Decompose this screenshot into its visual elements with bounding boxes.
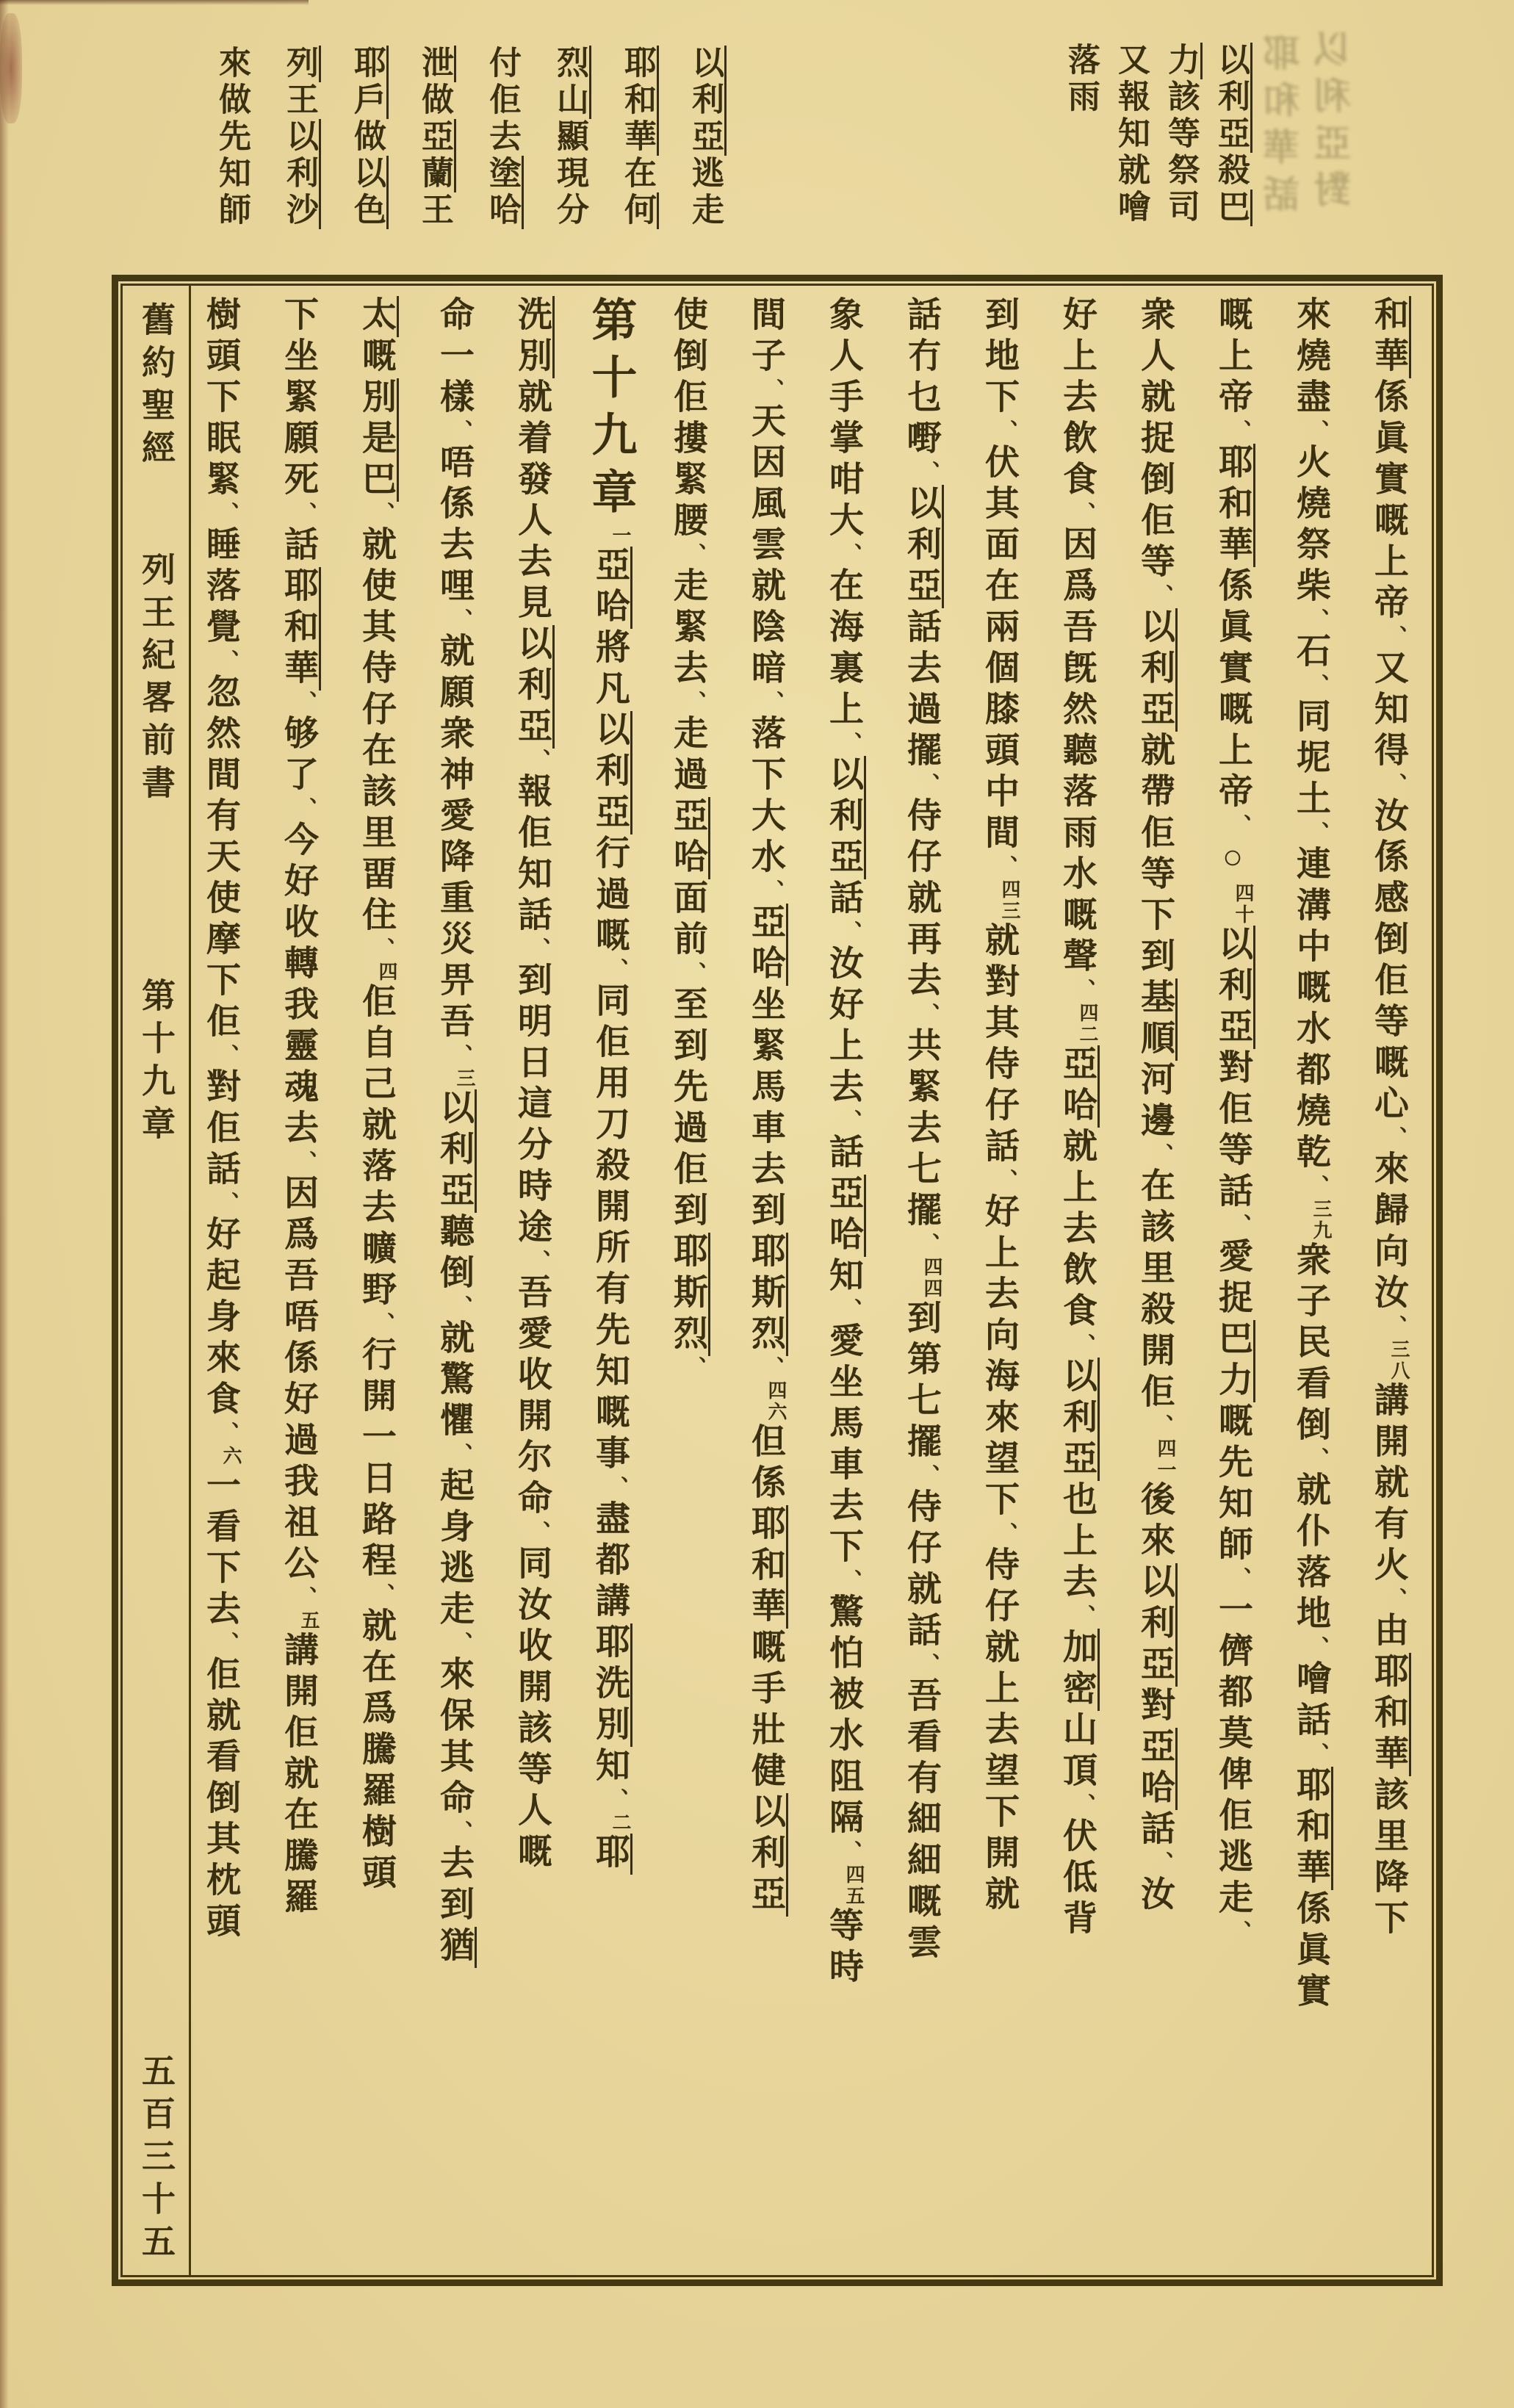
text-column: 象人手掌咁大、在海裏上、以利亞話、汝好上去、話亞哈知、愛坐馬車去下、驚怕被水阻隔、四五等時 bbox=[824, 296, 865, 1989]
text-column: 耶戶做以色 bbox=[333, 46, 400, 288]
title-strip bbox=[123, 286, 191, 2275]
text-column: 力該等祭司 bbox=[1156, 43, 1205, 285]
ink-blot bbox=[0, 13, 22, 123]
text-column: 使倒佢摟緊腰、走緊去、走過亞哈面前、至到先過佢到耶斯烈、 bbox=[649, 296, 727, 2265]
book-title: 列王紀畧前書 bbox=[137, 552, 175, 807]
text-column: 命一樣、唔係去哩、就願衆神愛降重災畀吾、三以利亞聽倒、就驚懼、起身逃走、來保其命、去到猶 bbox=[435, 296, 475, 1968]
text-frame-inner-border bbox=[120, 284, 1434, 2277]
work-title: 舊約聖經 bbox=[137, 302, 175, 472]
text-column: 太嘅別是巴、就使其侍仔在該里畱住、四佢自己就落去曠野、行開一日路程、就在爲騰羅樹頭 bbox=[357, 296, 397, 1895]
text-column: 話冇乜嘢、以利亞話去過擺、侍仔就再去、共緊去七擺、四四到第七擺、侍仔就話、吾看有細細嘅雲 bbox=[902, 296, 942, 1965]
text-column: 樹頭下眠緊、睡落覺、忽然間有天使摩下佢、對佢話、好起身來食、六一看下去、佢就看倒其枕頭 bbox=[201, 296, 242, 1944]
page-edge-shadow-top bbox=[0, 0, 309, 5]
text-column: 又報知就噲 bbox=[1113, 43, 1149, 226]
text-column: 來做先知師 bbox=[214, 46, 250, 229]
margin-summary-right bbox=[1056, 43, 1255, 285]
text-column: 和華係眞實嘅上帝、又知得、汝係感倒佢等嘅心、來歸向汝、三八講開就有火、由耶和華該里降下 bbox=[1369, 296, 1410, 1941]
text-frame-border bbox=[112, 275, 1443, 2286]
text-column: 下坐緊願死、話耶和華、够了、今好收轉我靈魂去、因爲吾唔係好過我祖公、五講開佢就在騰羅 bbox=[279, 296, 320, 1919]
text-column: 間子、天因風雲就陰暗、落下大水、亞哈坐緊馬車去到耶斯烈、四六但係耶和華嘅手壯健以利亞 bbox=[746, 296, 787, 1917]
bleedthrough-ghost-text: 耶和華話 bbox=[1264, 34, 1305, 222]
text-column: 以利亞殺巴 bbox=[1205, 43, 1255, 285]
text-column: 到地下、伏其面在兩個膝頭中間、四三就對其侍仔話、好上去向海來望下、侍仔就上去望下開就 bbox=[980, 296, 1020, 1917]
text-column: 嘅上帝、耶和華係眞實嘅上帝、○四十以利亞對佢等話、愛捉巴力嘅先知師、一儕都莫俾佢逃走、 bbox=[1214, 296, 1254, 1944]
text-column: 耶和華在何 bbox=[603, 46, 671, 288]
text-column: 衆人就捉倒佢等、以利亞就帶佢等下到基順河邊、在該里殺開佢、四一後來以利亞對亞哈話、汝 bbox=[1136, 296, 1176, 1917]
text-column: 來燒盡、火燒祭柴、石、同坭土、連溝中嘅水都燒乾、三九衆子民看倒、就仆落地、噲話、耶和華係眞實 bbox=[1291, 296, 1332, 2014]
text-column: 付佢去塗哈 bbox=[468, 46, 536, 288]
text-column: 洗別就着發人去見以利亞、報佢知話、到明日這分時途、吾愛收開尔命、同汝收開該等人嘅 bbox=[493, 296, 571, 2265]
page-edge-shadow bbox=[0, 0, 9, 2408]
page-number: 五百三十五 bbox=[137, 2053, 175, 2266]
scripture-text-body bbox=[193, 296, 1427, 2265]
text-column: 落雨 bbox=[1063, 43, 1099, 116]
text-column: 烈山顯現分 bbox=[536, 46, 603, 288]
text-column: 泄做亞蘭王 bbox=[400, 46, 468, 288]
margin-summary-left bbox=[198, 46, 738, 288]
text-column: 列王以利沙 bbox=[265, 46, 333, 288]
bleedthrough-ghost-text: 以利亞對 bbox=[1315, 29, 1356, 217]
text-column: 以利亞逃走 bbox=[671, 46, 738, 288]
chapter-title: 第十九章 bbox=[137, 978, 175, 1148]
text-column: 好上去飲食、因爲吾旣然聽落雨水嘅聲、四二亞哈就上去飲食、以利亞也上去、加密山頂、伏低背 bbox=[1058, 296, 1098, 1941]
text-column: 第十九章一亞哈將凡以利亞行過嘅、同佢用刀殺開所有先知嘅事、盡都講耶洗別知、二耶 bbox=[585, 296, 635, 1875]
